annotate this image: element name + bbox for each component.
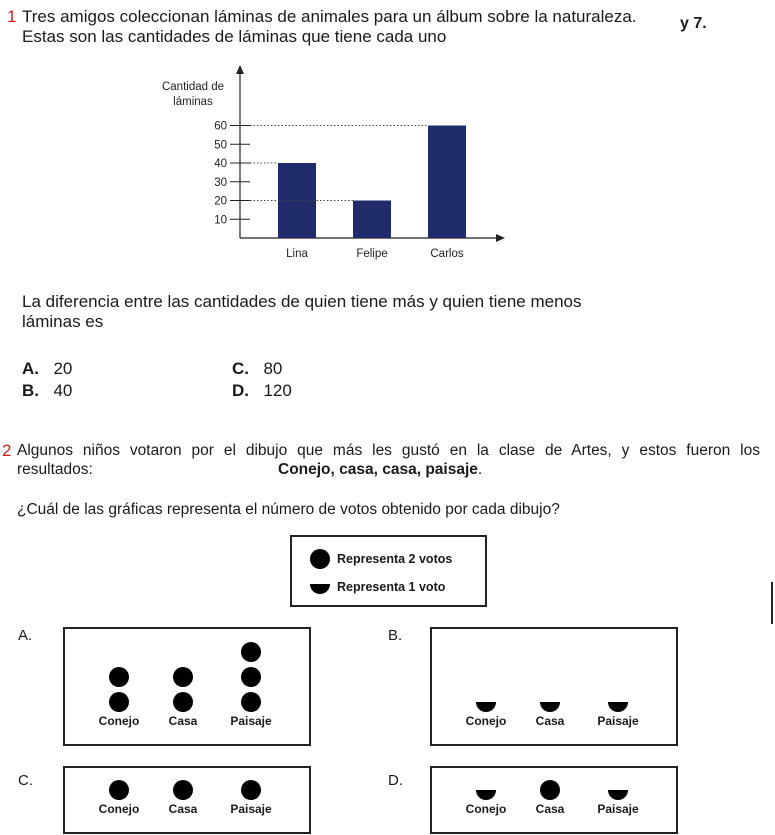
- legend-half-label: Representa 1 voto: [337, 580, 446, 594]
- bar-carlos: [428, 126, 466, 239]
- x-tick-label: Lina: [286, 248, 308, 260]
- question-2-prompt: ¿Cuál de las gráficas representa el número de votos obtenido por cada dibujo?: [17, 501, 560, 518]
- category-label-casa: Casa: [535, 802, 565, 816]
- full-circle-icon: [241, 692, 261, 712]
- y-tick-label: 40: [214, 158, 227, 170]
- option-1a[interactable]: [22, 359, 72, 379]
- question-2-number: 2: [2, 441, 12, 460]
- category-label-casa: Casa: [168, 714, 198, 728]
- option-2b-letter: B.: [388, 627, 403, 644]
- full-circle-icon: [109, 692, 129, 712]
- category-label-paisaje: Paisaje: [230, 802, 272, 816]
- option-value: 80: [263, 359, 283, 378]
- x-tick-label: Carlos: [430, 248, 464, 260]
- category-label-conejo: Conejo: [98, 802, 140, 816]
- y-axis-label-line-2: láminas: [173, 96, 213, 108]
- option-letter: D.: [232, 381, 249, 400]
- question-1-prompt-line-1: La diferencia entre las cantidades de quien tiene más y quien tiene menos: [22, 292, 582, 311]
- option-letter: C.: [232, 359, 249, 378]
- half-circle-icon: [540, 702, 560, 712]
- full-circle-icon: [173, 780, 193, 800]
- y-tick-label: 60: [214, 120, 227, 133]
- half-circle-icon: [310, 584, 330, 594]
- option-2c-letter: C.: [18, 772, 33, 789]
- category-label-casa: Casa: [535, 714, 565, 728]
- category-label-conejo: Conejo: [465, 714, 507, 728]
- option-value: 40: [53, 381, 73, 400]
- option-1b[interactable]: [22, 381, 72, 401]
- half-circle-icon: [608, 790, 628, 800]
- bar-chart: [140, 60, 520, 270]
- option-1c[interactable]: [232, 359, 282, 379]
- y-tick-label: 30: [214, 176, 227, 189]
- option-letter: A.: [22, 359, 39, 378]
- x-axis-arrow: [496, 234, 505, 242]
- option-2d-letter: D.: [388, 772, 403, 789]
- y-tick-label: 50: [214, 139, 227, 152]
- category-label-paisaje: Paisaje: [597, 802, 639, 816]
- category-label-paisaje: Paisaje: [597, 714, 639, 728]
- full-circle-icon: [173, 692, 193, 712]
- question-1-number: 1: [7, 7, 17, 26]
- x-tick-label: Felipe: [356, 248, 388, 260]
- question-1-line-1: Tres amigos coleccionan láminas de animales para un álbum sobre la naturaleza.: [22, 7, 637, 26]
- category-label-paisaje: Paisaje: [230, 714, 272, 728]
- y-tick-label: 20: [214, 195, 227, 208]
- full-circle-icon: [173, 667, 193, 687]
- y-axis-label-line-1: Cantidad de: [161, 81, 225, 93]
- legend-box: [290, 535, 487, 607]
- question-1-prompt: [22, 292, 581, 332]
- option-2d-graph[interactable]: [430, 766, 678, 834]
- results-period: .: [477, 461, 483, 478]
- question-2-line-2: resultados:: [17, 461, 93, 478]
- category-label-conejo: Conejo: [98, 714, 140, 728]
- question-1-prompt-line-2: láminas es: [22, 312, 104, 331]
- page-edge-mark: [771, 582, 773, 624]
- option-value: 20: [53, 359, 73, 378]
- half-circle-icon: [608, 702, 628, 712]
- side-note: y 7.: [680, 15, 707, 32]
- full-circle-icon: [241, 667, 261, 687]
- full-circle-icon: [109, 780, 129, 800]
- option-2b-graph[interactable]: [430, 627, 678, 746]
- category-label-casa: Casa: [168, 802, 198, 816]
- full-circle-icon: [109, 667, 129, 687]
- half-circle-icon: [476, 790, 496, 800]
- full-circle-icon: [540, 780, 560, 800]
- bar-felipe: [353, 201, 391, 239]
- option-value: 120: [263, 381, 292, 400]
- full-circle-icon: [241, 642, 261, 662]
- y-tick-label: 10: [214, 214, 227, 227]
- option-2a-letter: A.: [18, 627, 33, 644]
- question-2-results: [278, 460, 482, 479]
- option-2a-graph[interactable]: [63, 627, 311, 746]
- question-2-line-1: Algunos niños votaron por el dibujo que más les gustó en la clase de Artes, y estos fueron los: [17, 442, 760, 459]
- full-circle-icon: [241, 780, 261, 800]
- results-list: Conejo, casa, casa, paisaje: [278, 461, 478, 478]
- y-axis-arrow: [236, 65, 244, 74]
- legend-full-label: Representa 2 votos: [337, 552, 453, 566]
- full-circle-icon: [310, 549, 330, 569]
- option-2c-graph[interactable]: [63, 766, 311, 834]
- half-circle-icon: [476, 702, 496, 712]
- category-label-conejo: Conejo: [465, 802, 507, 816]
- option-letter: B.: [22, 381, 39, 400]
- question-1-statement: [22, 7, 682, 47]
- option-1d[interactable]: [232, 381, 292, 401]
- question-1-line-2: Estas son las cantidades de láminas que tiene cada uno: [22, 27, 447, 46]
